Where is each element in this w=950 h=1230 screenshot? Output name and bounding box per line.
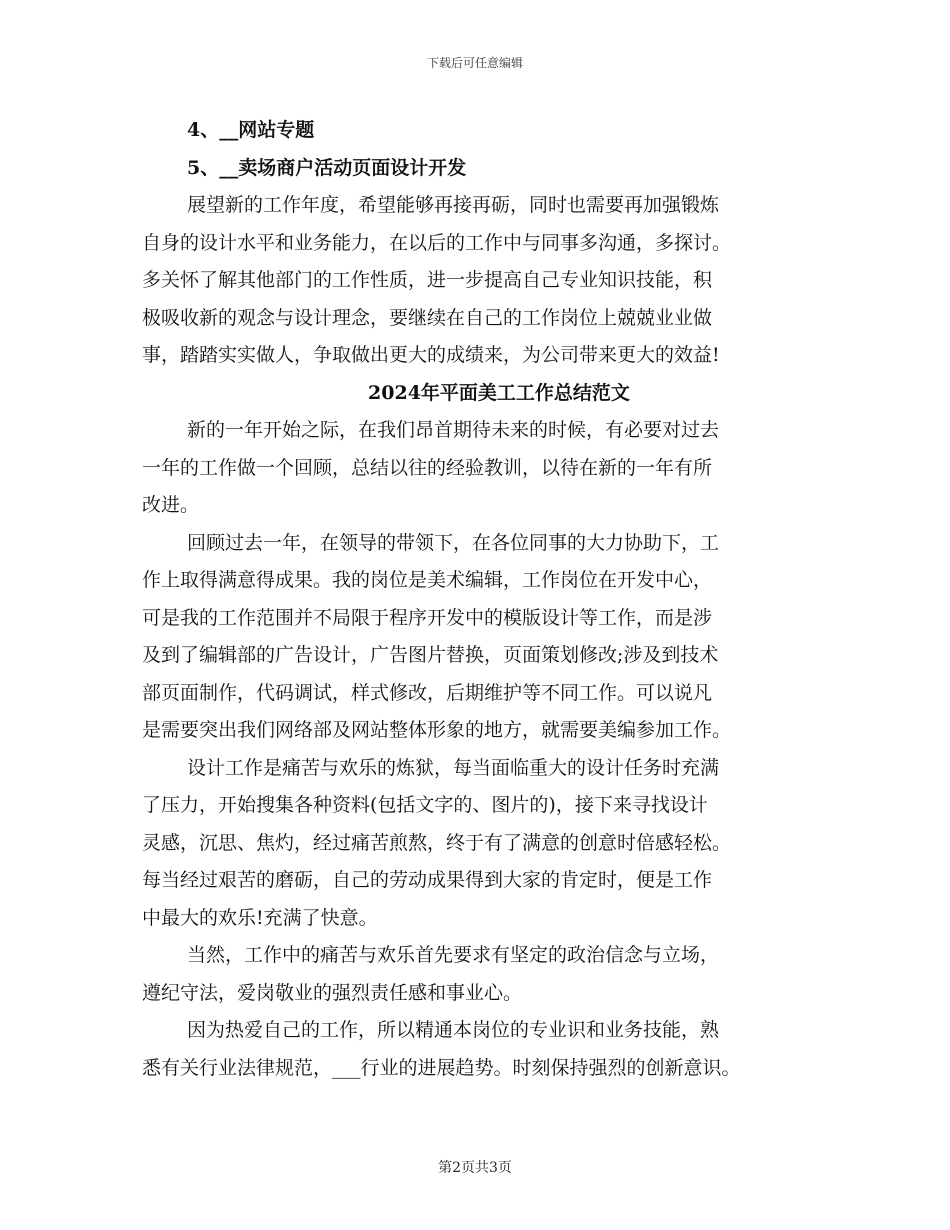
paragraph-line: 灵感，沉思、焦灼，经过痛苦煎熬，终于有了满意的创意时倍感轻松。 [142, 831, 732, 854]
paragraph-line: 一年的工作做一个回顾，总结以往的经验教训，以待在新的一年有所 [142, 456, 713, 479]
paragraph-line: 极吸收新的观念与设计理念，要继续在自己的工作岗位上兢兢业业做 [142, 306, 713, 329]
paragraph-line: 悉有关行业法律规范，___行业的进展趋势。时刻保持强烈的创新意识。 [142, 1056, 741, 1079]
paragraph-line: 遵纪守法，爱岗敬业的强烈责任感和事业心。 [142, 981, 523, 1004]
page-number: 第2页共3页 [438, 1160, 512, 1176]
document-body [142, 112, 818, 1087]
paragraph-line: 可是我的工作范围并不局限于程序开发中的模版设计等工作，而是涉 [142, 606, 713, 629]
paragraph-line: 是需要突出我们网络部及网站整体形象的地方，就需要美编参加工作。 [142, 719, 732, 741]
paragraph-line: 多关怀了解其他部门的工作性质，进一步提高自己专业知识技能，积 [142, 269, 713, 291]
paragraph-line: 展望新的工作年度，希望能够再接再砺，同时也需要再加强锻炼 [187, 194, 720, 216]
list-item-5: 5、__卖场商户活动页面设计开发 [187, 156, 467, 179]
section-title: 2024年平面美工工作总结范文 [368, 381, 630, 404]
paragraph-line: 每当经过艰苦的磨砺，自己的劳动成果得到大家的肯定时，便是工作 [142, 869, 713, 891]
paragraph-line: 自身的设计水平和业务能力，在以后的工作中与同事多沟通，多探讨。 [142, 231, 732, 254]
paragraph-line: 回顾过去一年，在领导的带领下，在各位同事的大力协助下，工 [187, 531, 720, 554]
paragraph-line: 因为热爱自己的工作，所以精通本岗位的专业识和业务技能，熟 [187, 1019, 720, 1041]
paragraph-line: 了压力，开始搜集各种资料(包括文字的、图片的)，接下来寻找设计 [142, 794, 708, 816]
list-item-4: 4、__网站专题 [187, 119, 315, 141]
paragraph-line: 部页面制作，代码调试，样式修改，后期维护等不同工作。可以说凡 [142, 681, 713, 704]
paragraph-line: 改进。 [142, 494, 200, 516]
paragraph-line: 事，踏踏实实做人，争取做出更大的成绩来，为公司带来更大的效益! [142, 344, 720, 366]
paragraph-line: 当然，工作中的痛苦与欢乐首先要求有坚定的政治信念与立场， [187, 944, 720, 966]
paragraph-line: 中最大的欢乐!充满了快意。 [142, 906, 378, 929]
page-header: 下载后可任意编辑 [426, 56, 523, 70]
paragraph-line: 及到了编辑部的广告设计，广告图片替换，页面策划修改;涉及到技术 [142, 644, 719, 666]
paragraph-line: 设计工作是痛苦与欢乐的炼狱，每当面临重大的设计任务时充满 [187, 756, 720, 779]
paragraph-line: 作上取得满意得成果。我的岗位是美术编辑，工作岗位在开发中心， [142, 569, 713, 591]
paragraph-line: 新的一年开始之际，在我们昂首期待未来的时候，有必要对过去 [187, 419, 720, 441]
